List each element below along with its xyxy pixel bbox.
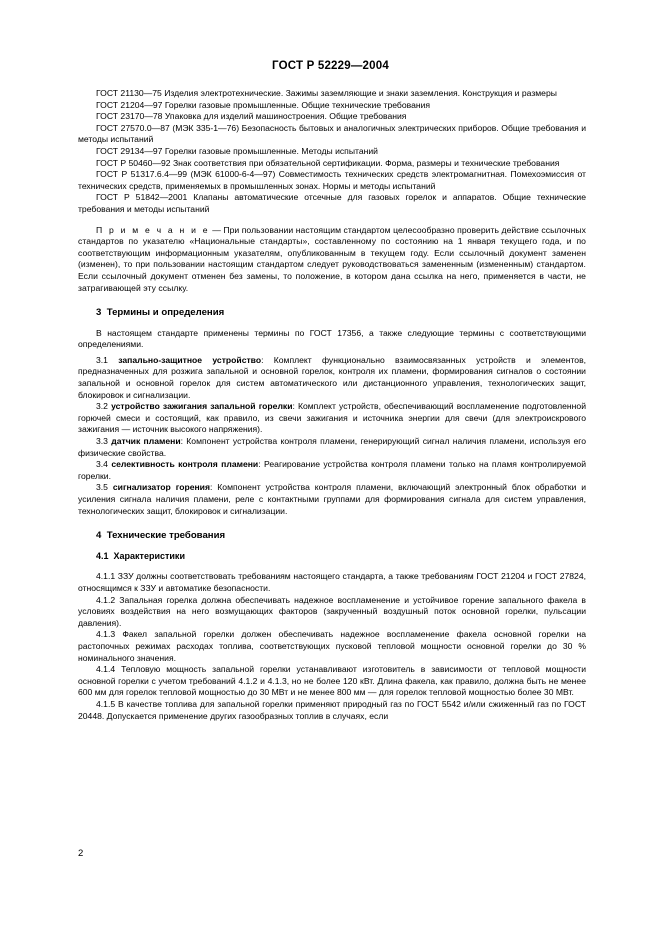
term-definition: : Комплект устройств, обеспечивающий воспламенение подготовленной горючей смеси и состоящий, как правило, из свечи зажигания и источника энергии для свечи (для электроискрового зажигания — источник высокого напряжения). <box>78 401 586 435</box>
term-number: 3.5 <box>96 482 108 493</box>
requirement-text: Запальная горелка должна обеспечивать надежное воспламенение и устойчивое горение запального факела в условиях воздействия на него возмущающих факторов (закрученный воздушный поток основной горелки, пульсации давления). <box>78 594 586 628</box>
subsection-number: 4.1 <box>96 550 109 561</box>
standard-reference: ГОСТ Р 51842—2001 Клапаны автоматические отсечные для газовых горелок и аппаратов. Общие технические требования и методы испытаний <box>78 192 586 214</box>
requirement-item <box>78 664 586 699</box>
term-number: 3.4 <box>96 459 108 470</box>
requirement-text: ЗЗУ должны соответствовать требованиям настоящего стандарта, а также требованиям ГОСТ 21204 и ГОСТ 27824, относящимся к ЗЗУ и автоматике безопасности. <box>78 571 586 593</box>
term-entry <box>78 482 586 517</box>
term-name: устройство зажигания запальной горелки <box>111 401 293 412</box>
standard-reference: ГОСТ 21204—97 Горелки газовые промышленные. Общие технические требования <box>96 99 431 110</box>
page-header: ГОСТ Р 52229—2004 <box>272 60 389 72</box>
subsection-heading-4-1 <box>78 551 586 563</box>
requirement-item <box>78 571 586 594</box>
section-heading-4 <box>78 530 586 542</box>
term-definition: : Компонент устройства контроля пламени, генерирующий сигнал наличия пламени, используя его физические свойства. <box>78 436 587 458</box>
requirement-item <box>78 699 586 722</box>
requirement-item <box>78 629 586 664</box>
requirement-text: В качестве топлива для запальной горелки применяют природный газ по ГОСТ 5542 и/или сжиженный газ по ГОСТ 20448. Допускается применение других газообразных топлив в случаях, если <box>78 698 586 721</box>
section-number: 4 <box>96 530 102 542</box>
requirement-number: 4.1.2 <box>96 594 116 605</box>
requirement-number: 4.1.3 <box>96 629 116 640</box>
term-name: запально-защитное устройство <box>118 354 262 365</box>
section-title: Технические требования <box>106 530 226 542</box>
standard-reference: ГОСТ 29134—97 Горелки газовые промышленные. Методы испытаний <box>96 145 378 156</box>
standard-reference: ГОСТ 21130—75 Изделия электротехнические. Зажимы заземляющие и знаки заземления. Конструкция и размеры <box>96 88 557 98</box>
requirement-number: 4.1.4 <box>96 664 116 675</box>
term-number: 3.2 <box>96 401 108 412</box>
term-name: сигнализатор горения <box>112 482 210 493</box>
term-definition: : Реагирование устройства контроля пламени только на пламя контролируемой горелки. <box>78 459 586 481</box>
standard-reference: ГОСТ Р 50460—92 Знак соответствия при обязательной сертификации. Форма, размеры и технические требования <box>96 157 560 168</box>
requirement-number: 4.1.5 <box>96 698 116 709</box>
term-entry <box>78 459 586 482</box>
section-number: 3 <box>96 307 102 319</box>
standard-reference: ГОСТ 27570.0—87 (МЭК 335-1—76) Безопасность бытовых и аналогичных электрических приборов. Общие требования и методы испытаний <box>78 122 586 145</box>
term-name: датчик пламени <box>111 436 181 447</box>
term-entry <box>78 436 586 459</box>
term-name: селективность контроля пламени <box>111 459 259 470</box>
document-body <box>78 88 586 722</box>
term-entry <box>78 401 586 436</box>
term-number: 3.3 <box>96 436 108 447</box>
requirement-text: Тепловую мощность запальной горелки устанавливают изготовитель в зависимости от тепловой мощности основной горелки с учетом требований 4.1.2 и 4.1.3, но не более 120 кВт. Длина факела, как правило, должна быть не менее 600 мм для горелок тепловой мощностью до 30 МВт и не менее 800 мм — для горелок тепловой мощностью более 30 МВт. <box>78 664 586 698</box>
requirement-item <box>78 595 586 630</box>
subsection-title: Характеристики <box>113 550 185 561</box>
note-text: — При пользовании настоящим стандартом целесообразно проверить действие ссылочных стандартов по указателю «Национальные стандарты», составленному по состоянию на 1 января текущего года, и по соответствующим информационным указателям, опубликованным в текущем году. Если ссылочный документ заменен (изменен), то при пользовании настоящим стандартом следует руководствоваться замененным (измененным) стандартом. Если ссылочный документ отменен без замены, то положение, в котором дана ссылка на него, применяется в части, не затрагивающей эту ссылку. <box>78 224 586 293</box>
term-number: 3.1 <box>96 354 108 365</box>
term-entry <box>78 355 586 401</box>
section3-intro: В настоящем стандарте применены термины по ГОСТ 17356, а также следующие термины с соответствующими определениями. <box>78 327 586 350</box>
note-label: П р и м е ч а н и е <box>96 224 210 235</box>
page-number: 2 <box>78 848 84 859</box>
section-heading-3 <box>78 307 586 319</box>
standard-reference: ГОСТ 23170—78 Упаковка для изделий машиностроения. Общие требования <box>96 111 407 122</box>
standard-reference: ГОСТ Р 51317.6.4—99 (МЭК 61000-6-4—97) Совместимость технических средств электромагнитная. Помехоэмиссия от технических средств, применяемых в промышленных зонах. Нормы и методы испытаний <box>78 169 586 191</box>
term-definition: : Компонент устройства контроля пламени, включающий электронный блок обработки и усиления сигнала наличия пламени, реле с контактными группами для формирования сигнала для систем управления, технологических защит, блокировок и сигнализации. <box>78 482 586 516</box>
requirement-text: Факел запальной горелки должен обеспечивать надежное воспламенение факела основной горелки на растопочных режимах расходах топлива, соответствующих пусковой тепловой мощности основной горелки до 30 % номинального значения. <box>78 629 587 663</box>
requirement-number: 4.1.1 <box>96 571 116 582</box>
term-definition: : Комплект функционально взаимосвязанных устройств и элементов, предназначенных для розжига запальной и основной горелок, контроля их пламени, формирования сигналов о состоянии запальной и основной горелок для систем автоматического или дистанционного управления, технологических защит, блокировок и сигнализации. <box>78 354 587 400</box>
section-title: Термины и определения <box>106 307 225 319</box>
note-paragraph <box>78 225 586 295</box>
